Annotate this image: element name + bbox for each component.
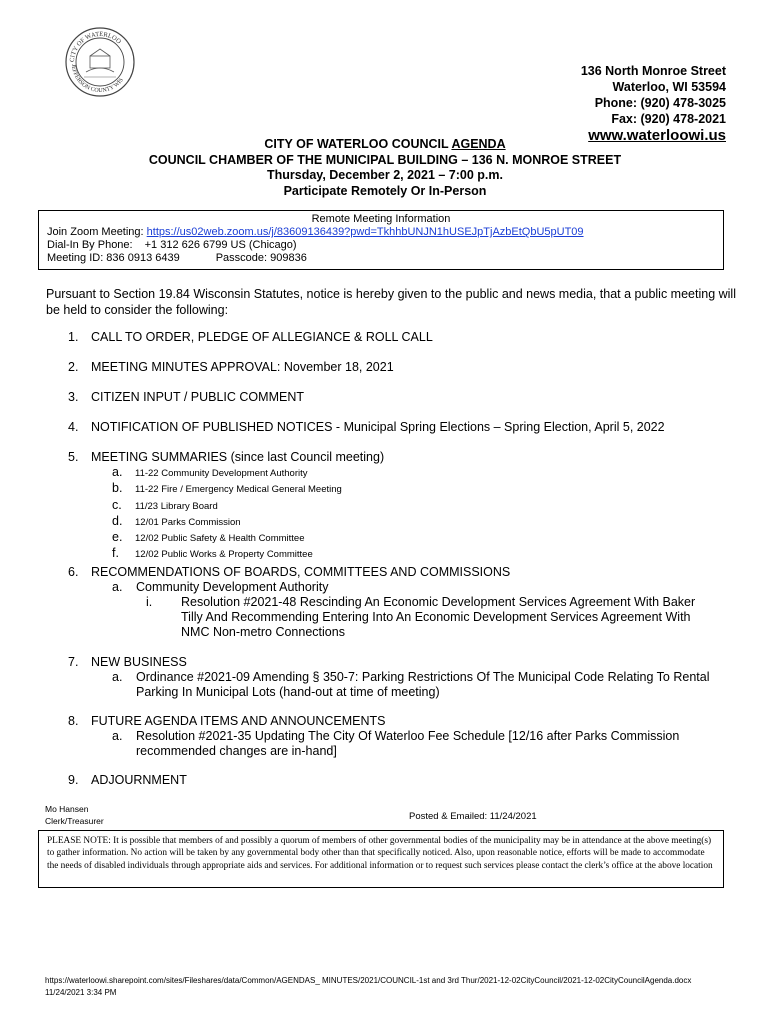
- meeting-id-line: [47, 252, 715, 265]
- heading-agenda-word: AGENDA: [451, 137, 506, 151]
- svg-text:CITY OF WATERLOO: CITY OF WATERLOO: [68, 30, 123, 63]
- summary-item: f. 12/02 Public Works & Property Committee: [112, 546, 313, 561]
- city-seal-logo: [64, 22, 136, 104]
- item-text: MEETING SUMMARIES (since last Council meeting): [91, 450, 385, 464]
- clerk-title: Clerk/Treasurer: [45, 816, 104, 826]
- footer-datetime: 11/24/2021 3:34 PM: [45, 988, 117, 997]
- item-number: 8.: [68, 714, 79, 728]
- dial-label: Dial-In By Phone:: [47, 239, 133, 251]
- remote-title: Remote Meeting Information: [311, 213, 451, 225]
- svg-text:JEFFERSON COUNTY WIS: JEFFERSON COUNTY WIS: [69, 63, 125, 95]
- summary-item: b. 11-22 Fire / Emergency Medical General Meeting: [112, 481, 342, 496]
- zoom-link[interactable]: https://us02web.zoom.us/j/83609136439?pwd=TkhhbUNJN1hUSEJpTjAzbEtQbU5pUT09: [146, 226, 584, 238]
- item-text: MEETING MINUTES APPROVAL: November 18, 2021: [91, 360, 394, 374]
- clerk-name: Mo Hansen: [45, 804, 89, 814]
- summary-item: e. 12/02 Public Safety & Health Committee: [112, 530, 305, 545]
- document-footer: [45, 975, 691, 999]
- dial-number: +1 312 626 6799 US (Chicago): [144, 239, 297, 251]
- posted-date: Posted & Emailed: 11/24/2021: [409, 811, 537, 822]
- footer-path: https://waterloowi.sharepoint.com/sites/Fileshares/data/Common/AGENDAS_ MINUTES/2021/COUNCIL-1st and 3rd Thur/2021-12-02CityCouncil/2021-12-02CityCouncilAgenda.docx: [45, 976, 692, 985]
- item-number: 1.: [68, 330, 79, 344]
- address-block: [581, 63, 726, 144]
- item-number: 9.: [68, 773, 79, 787]
- address-phone: Phone: (920) 478-3025: [594, 96, 726, 110]
- item-number: 5.: [68, 450, 79, 464]
- website-link[interactable]: www.waterloowi.us: [588, 127, 726, 144]
- item-number: 2.: [68, 360, 79, 374]
- item-text: NEW BUSINESS: [91, 655, 187, 669]
- address-fax: Fax: (920) 478-2021: [611, 112, 726, 126]
- address-city: Waterloo, WI 53594: [612, 80, 726, 94]
- agenda-heading: [0, 137, 770, 199]
- item8-sub-a: a. Resolution #2021-35 Updating The City Of Waterloo Fee Schedule [12/16 after Parks Commission recommended changes are in-hand]: [112, 729, 680, 758]
- heading-participation: Participate Remotely Or In-Person: [283, 183, 487, 198]
- item-number: 7.: [68, 655, 79, 669]
- item7-sub-a: a. Ordinance #2021-09 Amending § 350-7: Parking Restrictions Of The Municipal Code Relating To Rental Parking In Municipal Lots (hand-out at time of meeting): [112, 670, 710, 699]
- zoom-label: Join Zoom Meeting:: [47, 226, 147, 238]
- item-text: CITIZEN INPUT / PUBLIC COMMENT: [91, 390, 304, 404]
- item6-sub-i: i. Resolution #2021-48 Rescinding An Economic Development Services Agreement With Baker Tilly And Recommending Entering Into An Economic Development Services Agreement With NMC Non-metro Connections: [146, 595, 696, 639]
- item-text: ADJOURNMENT: [91, 773, 187, 787]
- meeting-id: Meeting ID: 836 0913 6439: [47, 252, 180, 264]
- heading-date: Thursday, December 2, 2021 – 7:00 p.m.: [267, 168, 503, 182]
- item-text: RECOMMENDATIONS OF BOARDS, COMMITTEES AND COMMISSIONS: [91, 565, 511, 579]
- remote-meeting-box: [38, 210, 724, 270]
- summary-item: a. 11-22 Community Development Authority: [112, 465, 308, 479]
- heading-title: CITY OF WATERLOO COUNCIL AGENDA: [264, 137, 506, 151]
- please-note-box: PLEASE NOTE: It is possible that members of and possibly a quorum of members of other governmental bodies of the municipality may be in attendance at the above meeting(s) to gather information. No action will be taken by any governmental body other than that specifically noticed. Also, upon reasonable notice, efforts will be made to accommodate the needs of disabled individuals through appropriate aids and services. For additional information or to request such services please contact the clerk’s office at the above location: [38, 830, 724, 888]
- heading-location: COUNCIL CHAMBER OF THE MUNICIPAL BUILDING – 136 N. MONROE STREET: [148, 152, 622, 167]
- summary-list: [112, 465, 342, 563]
- item-text: FUTURE AGENDA ITEMS AND ANNOUNCEMENTS: [91, 714, 386, 728]
- summary-item: d. 12/01 Parks Commission: [112, 513, 241, 528]
- intro-paragraph: Pursuant to Section 19.84 Wisconsin Statutes, notice is hereby given to the public and news media, that a public meeting will be held to consider the following:: [46, 287, 736, 317]
- item-number: 3.: [68, 390, 79, 404]
- item-text: CALL TO ORDER, PLEDGE OF ALLEGIANCE & ROLL CALL: [91, 330, 433, 344]
- item-number: 4.: [68, 420, 79, 434]
- item-number: 6.: [68, 565, 79, 579]
- signature-block: [45, 803, 104, 827]
- summary-item: c. 11/23 Library Board: [112, 497, 218, 512]
- dial-line: [47, 239, 715, 252]
- zoom-line: [47, 226, 715, 239]
- item-text: NOTIFICATION OF PUBLISHED NOTICES - Municipal Spring Elections – Spring Election, April 5, 2022: [91, 420, 665, 434]
- address-street: 136 North Monroe Street: [580, 64, 726, 78]
- item6-sub-a: a. Community Development Authority: [112, 580, 329, 594]
- passcode: Passcode: 909836: [215, 252, 307, 264]
